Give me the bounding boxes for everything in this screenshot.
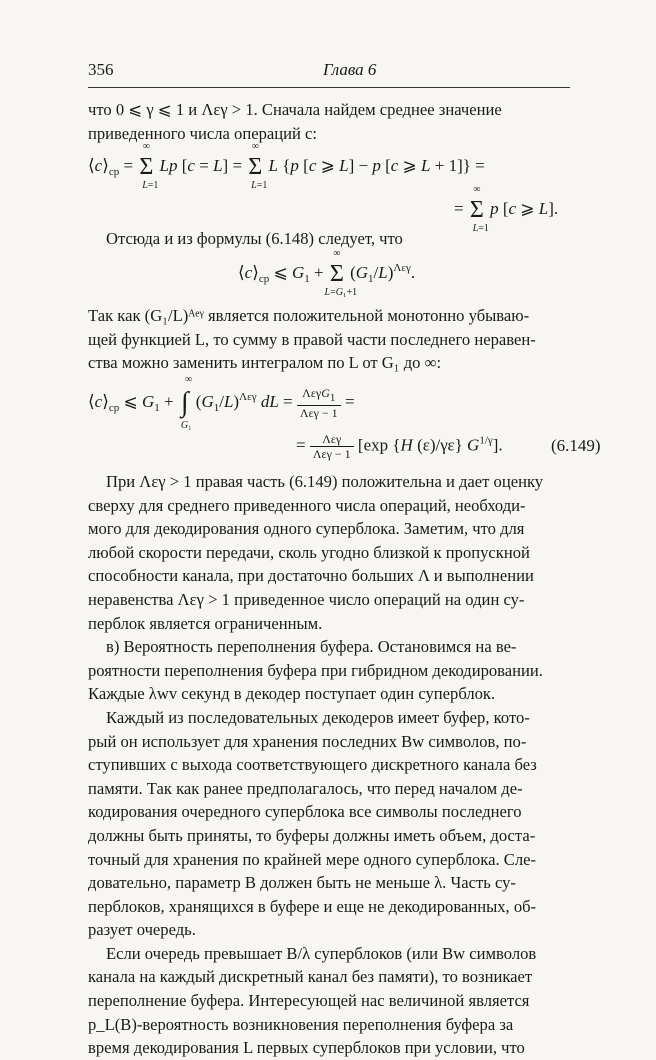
- text-line: что 0 ⩽ γ ⩽ 1 и Λεγ > 1. Сначала найдем среднее значение: [88, 100, 502, 119]
- fraction: $\frac{\text{ΛεγG1}}{\text{Λεγ − 1}}$: [297, 386, 341, 420]
- text-line: мого для декодирования одного суперблока. Заметим, что для: [88, 519, 525, 539]
- integral-symbol: ∞ ∫ G₁: [180, 374, 192, 431]
- text-line: время декодирования L первых суперблоков при условии, что: [88, 1038, 525, 1058]
- sum-symbol: ∞ Σ L=1: [139, 141, 159, 191]
- text-line: ступивших с выхода соответствующего дискретного канала без: [88, 755, 537, 775]
- equation-number: (6.149): [551, 436, 601, 455]
- equation-3-line-1: $⟨c⟩_{ср}$ ⩽ $G_1$ + ∞ ∫ G₁ $(G_1/L)^{\Lambda\varepsilon\gamma}$ dL = $\frac{\text{ΛεγG1}}{\text{Λεγ − 1}}$ =: [88, 374, 355, 431]
- text-line: памяти. Так как ранее предполагалось, что перед началом де-: [88, 778, 523, 798]
- page-number: 356: [88, 60, 114, 79]
- paragraph-bound: [88, 470, 598, 1060]
- text-line: способности канала, при достаточно больших Λ и выполнении: [88, 566, 534, 586]
- paragraph-ref: [88, 227, 598, 251]
- text-line: p_L(B)-вероятность возникновения переполнения буфера за: [88, 1014, 514, 1034]
- text-line: перблок является ограниченным.: [88, 613, 323, 633]
- text-line: Так как (G₁/L)ᴬᵉᵞ является положительной монотонно убываю-: [88, 306, 530, 325]
- text-line: перблоков, хранящихся в буфере и еще не декодированных, об-: [88, 896, 537, 916]
- page-header: [88, 60, 570, 84]
- text-line: Если очередь превышает B/λ суперблоков (или Bw символов: [106, 943, 537, 963]
- equation-2: $⟨c⟩_{ср}$ ⩽ $G_1$ + ∞ Σ L=G₁+1 $(G_1/L)^{\Lambda\varepsilon\gamma}$.: [238, 248, 416, 299]
- sum-symbol: ∞ Σ L=1: [469, 184, 489, 234]
- text-line: любой скорости передачи, сколь угодно близкой к пропускной: [88, 542, 530, 562]
- header-rule: [88, 87, 570, 88]
- text-line: щей функцией L, то сумму в правой части последнего неравен-: [88, 329, 536, 349]
- text-line: должны быть приняты, то буферы должны иметь объем, доста-: [88, 825, 536, 845]
- text-line: точный для хранения по крайней мере одного суперблока. Сле-: [88, 849, 537, 869]
- text-line: канала на каждый дискретный канал без памяти), то возникает: [88, 967, 533, 987]
- text-line: рый он использует для хранения последних Bw символов, по-: [88, 731, 527, 751]
- fraction: $\frac{\text{Λεγ}}{\text{Λεγ − 1}}$: [310, 432, 354, 461]
- sum-symbol: ∞ Σ L=G₁+1: [324, 248, 358, 299]
- text-line: При Λεγ > 1 правая часть (6.149) положительна и дает оценку: [106, 472, 544, 491]
- text-line: роятности переполнения буфера при гибридном декодировании.: [88, 660, 543, 680]
- text-line: ства можно заменить интегралом по L от G₁ до ∞:: [88, 353, 442, 373]
- sum-symbol: ∞ Σ L=1: [248, 141, 268, 191]
- text-line: сверху для среднего приведенного числа операций, необходи-: [88, 495, 526, 515]
- paragraph-monotone: [88, 304, 598, 375]
- text-line: приведенного числа операций c:: [88, 123, 317, 143]
- text-line: разует очередь.: [88, 920, 196, 940]
- text-line: Каждые λwv секунд в декодер поступает один суперблок.: [88, 684, 496, 704]
- text-line: неравенства Λεγ > 1 приведенное число операций на один су-: [88, 589, 525, 609]
- text-line: Каждый из последовательных декодеров имеет буфер, кото-: [106, 707, 530, 727]
- text-line: переполнение буфера. Интересующей нас величиной является: [88, 991, 530, 1011]
- equation-1-line-1: $⟨c⟩_{ср}$ = ∞ Σ L=1 Lp [c = L] = ∞ Σ L=1 L {p [c ⩾ L] − p [c ⩾ L + 1]} =: [88, 141, 485, 191]
- text-line: довательно, параметр B должен быть не меньше λ. Часть су-: [88, 873, 516, 893]
- running-title: Глава 6: [323, 60, 377, 79]
- text-line: кодирования очередного суперблока все символы последнего: [88, 802, 522, 822]
- text-line: Отсюда и из формулы (6.148) следует, что: [106, 229, 403, 248]
- equation-3-line-2: = $\frac{\text{Λεγ}}{\text{Λεγ − 1}}$ [exp {H (ε)/γε} $G^{1/\gamma}$].: [296, 432, 503, 461]
- paragraph-intro: [88, 98, 598, 145]
- text-line: в) Вероятность переполнения буфера. Остановимся на ве-: [106, 637, 517, 657]
- equation-1-line-2: = ∞ Σ L=1 p [c ⩾ L].: [454, 184, 559, 234]
